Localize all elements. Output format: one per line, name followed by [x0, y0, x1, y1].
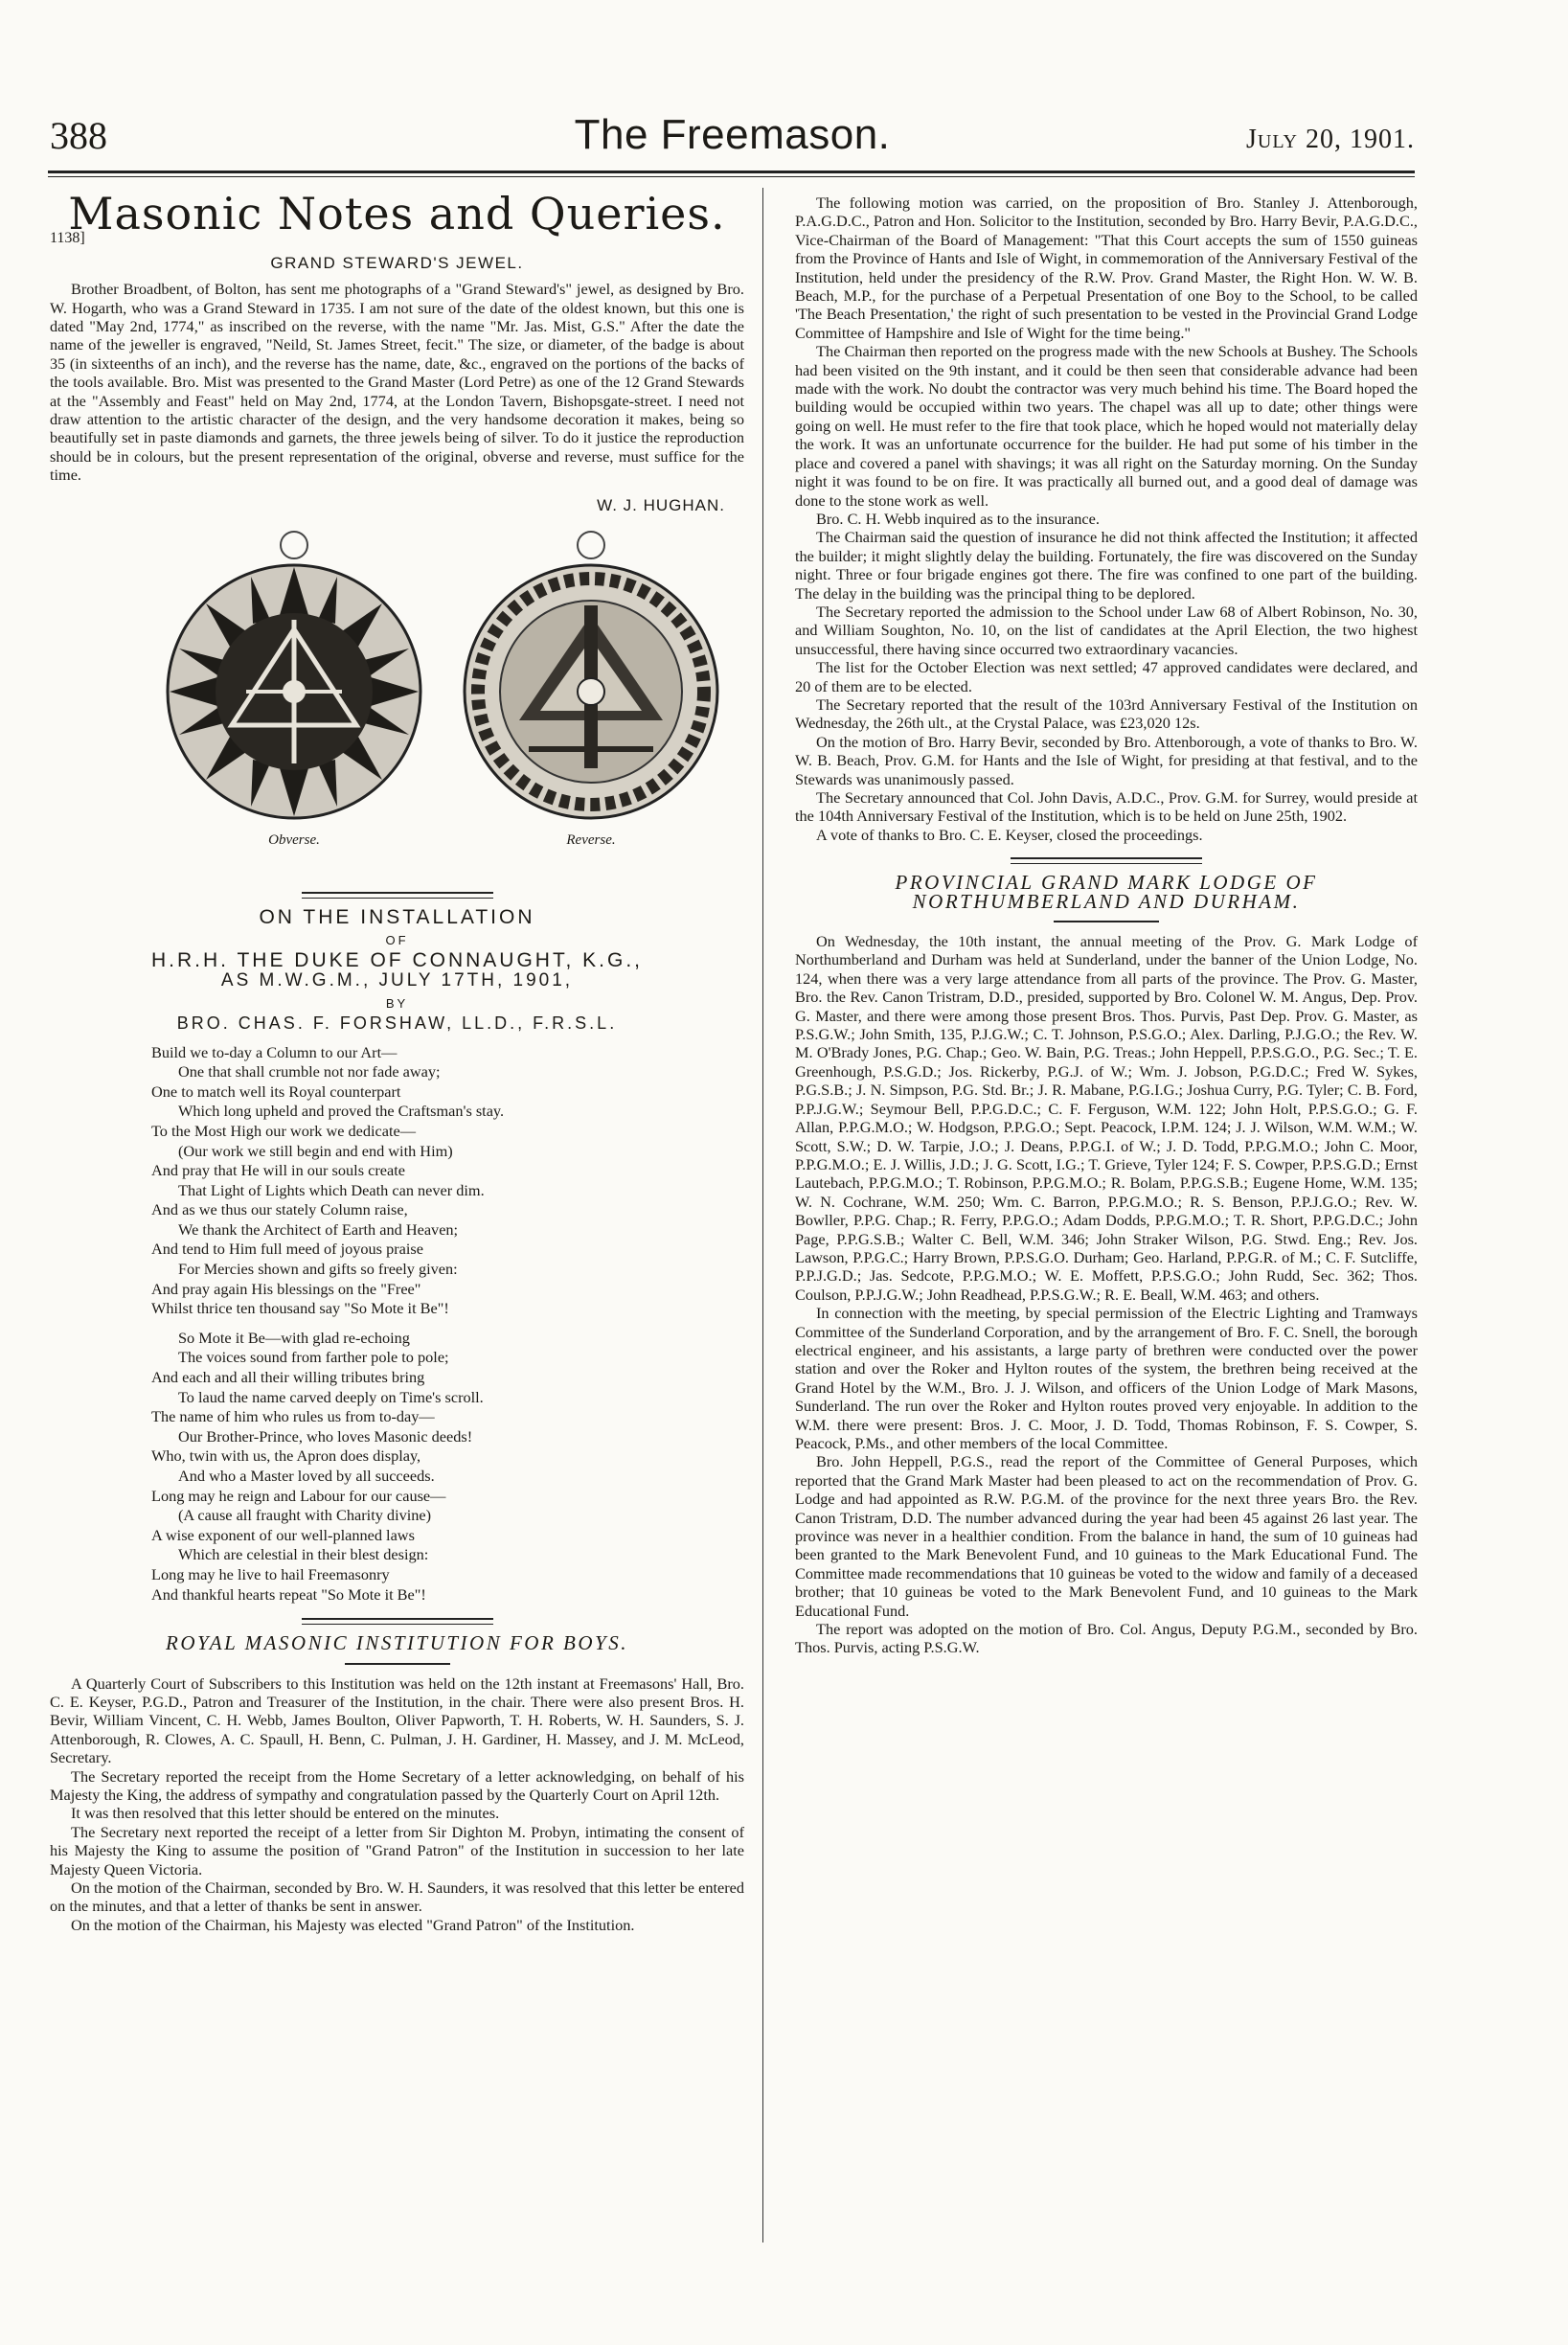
- rmib-paragraph: A Quarterly Court of Subscribers to this Institution was held on the 12th instant at Freemasons' Hall, Bro. C. E. Keyser, P.G.D., Patron and Treasurer of the Institution, in the chair. There were also present Bros. H. Bevir, William Vincent, C. H. Webb, James Boulton, Oliver Papworth, T. H. Roberts, W. H. Saunders, S. J. Attenborough, R. Clowes, A. C. Spaull, H. Benn, C. Pulman, J. H. Gardiner, H. Massey, and J. M. McLeod, Secretary.: [50, 1673, 744, 1767]
- reverse-caption: Reverse.: [566, 831, 616, 848]
- rmib-paragraph: The Secretary next reported the receipt of a letter from Sir Dighton M. Probyn, intimating the consent of his Majesty the King to assume the position of "Grand Patron" of the Institution in succession to her late Majesty Queen Victoria.: [50, 1822, 744, 1878]
- masthead: [50, 113, 1415, 171]
- poem-line: And each and all their willing tributes bring: [151, 1368, 425, 1387]
- installation-of: OF: [385, 932, 409, 947]
- reverse-jewel-image: [462, 524, 720, 831]
- newspaper-title: The Freemason.: [574, 111, 891, 158]
- left-column: [50, 188, 744, 1934]
- poem-line: And pray that He will in our souls create: [151, 1161, 405, 1180]
- installation-heading: ON THE INSTALLATION: [259, 906, 535, 929]
- page-number: 388: [50, 114, 107, 157]
- reverse-medal: [462, 524, 720, 850]
- poem-line: And thankful hearts repeat "So Mote it Be"!: [151, 1584, 426, 1604]
- poem-line: The voices sound from farther pole to pole;: [178, 1348, 449, 1367]
- poem-line: And pray again His blessings on the "Free": [151, 1279, 421, 1298]
- poem-line: We thank the Architect of Earth and Heaven;: [178, 1219, 459, 1239]
- poem-line: Which are celestial in their blest design:: [178, 1545, 429, 1564]
- poem-line: Our Brother-Prince, who loves Masonic deeds!: [178, 1426, 473, 1446]
- mark-paragraph: On Wednesday, the 10th instant, the annual meeting of the Prov. G. Mark Lodge of Northumberland and Durham was held at Sunderland, under the banner of the Union Lodge, No. 124, when there was a very large attendance from all parts of the province. The Prov. G. Master, Bro. the Rev. Canon Tristram, D.D., presided, supported by Bro. Colonel W. M. Angus, Dep. Prov. G. Master, and there were among those present Bros. Thos. Purvis, Past Dep. Prov. G. Master, as P.S.G.W.; John Smith, 135, P.J.G.W.; C. T. Johnson, P.S.G.O.; Alex. Darling, P.J.G.O.; the Rev. W. M. O'Brady Jones, P.G. Chap.; Geo. W. Bain, P.G. Treas.; John Heppell, P.P.S.G.O., P.G. Sec.; T. E. Greenhough, P.S.G.D.; Jos. Rickerby, P.G.J. of W.; Wm. J. Jobson, P.G.D.C.; Fred W. Sykes, P.G.S.B.; J. N. Simpson, P.G. Std. Br.; J. R. Mabane, P.G.I.G.; Joshua Curry, P.G. Tyler; C. B. Ford, P.P.J.G.W.; Seymour Bell, P.P.G.D.C.; C. F. Ferguson, W.M. 122; John Holt, P.P.S.G.O.; G. F. Allan, P.P.G.M.O.; W. Hodgson, P.P.G.O.; Sept. Peacock, I.P.M. 124; J. J. Wilson, W.M. W.M.; W. Scott, S.W.; D. W. Tarpie, J.O.; J. Deans, P.P.G.I. of W.; J. D. Todd, P.P.G.M.O.; John C. Moor, P.P.G.M.O.; E. J. Willis, J.D.; J. G. Scott, I.G.; T. Grieve, Tyler 124; F. S. Cowper, P.P.S.G.D.; Ernst Lautebach, P.P.G.M.O.; T. Robinson, P.P.G.M.O.; R. Bolam, P.P.G.S.B.; Eugene Home, W.M. 135; W. N. Cochrane, W.M. 250; Wm. C. Barron, P.P.G.M.O.; R. S. Benson, P.P.J.G.O.; Rev. W. Bowller, P.P.G. Chap.; R. Ferry, P.P.G.O.; Adam Dodds, P.P.G.M.O.; T. R. Short, P.P.G.D.C.; John Page, P.P.G.S.B.; Walter C. Bell, W.M. 346; John Straker Wilson, P.G. Stwd. Eng.; Rev. Jos. Lawson, P.P.G.C.; Harry Brown, P.P.S.G.O. Durham; Geo. Harland, P.P.G.R. of M.; C. F. Sutcliffe, P.P.J.G.D.; Jas. Sedcote, P.P.G.M.O.; W. E. Moffett, P.P.S.G.O.; John Rudd, Sec. 362; Thos. Coulson, P.P.J.G.W.; John Readhead, P.P.S.G.W.; R. E. Beall, W.M. 463; and others.: [795, 932, 1418, 1304]
- poem-line: And as we thus our stately Column raise,: [151, 1200, 408, 1219]
- poem-line: Long may he live to hail Freemasonry: [151, 1564, 390, 1583]
- poem-author: BRO. CHAS. F. FORSHAW, LL.D., F.R.S.L.: [176, 1013, 618, 1034]
- right-column: [795, 194, 1418, 1657]
- poem-line: A wise exponent of our well-planned laws: [151, 1525, 415, 1544]
- section-heading: Masonic Notes and Queries.: [68, 188, 726, 239]
- obverse-jewel-image: [165, 524, 423, 831]
- rmib-paragraph: The Chairman then reported on the progress made with the new Schools at Bushey. The Schools had been visited on the 9th instant, and it could be then seen that considerable advance had been made with the work. No doubt the contractor was very much behind his time. The Board hoped the building would be occupied within two years. The chapel was all up to date; other things were going on well. He must refer to the fire that took place, which he hoped would not materially delay the work. It was an unfortunate occurrence for the builder. He had put some of his timber in the place and covered a panel with shavings; it was all right on the Saturday morning. On the Sunday night it was found to be on fire. It was practically all burned out, and a good deal of damage was done to the stone work as well.: [795, 342, 1418, 510]
- obverse-medal: [165, 524, 423, 850]
- poem-line: Build we to-day a Column to our Art—: [151, 1042, 398, 1061]
- rmib-paragraph: A vote of thanks to Bro. C. E. Keyser, closed the proceedings.: [816, 825, 1203, 844]
- issue-date: July 20, 1901.: [1246, 125, 1415, 154]
- poem-line: Which long upheld and proved the Craftsman's stay.: [178, 1102, 505, 1121]
- poem-line: One that shall crumble not nor fade away;: [178, 1062, 441, 1081]
- jewel-illustrations: [50, 524, 744, 878]
- rmib-paragraph: The Secretary reported that the result of the 103rd Anniversary Festival of the Institution on Wednesday, the 26th ult., at the Crystal Palace, was £23,020 12s.: [795, 694, 1418, 733]
- section-divider: [302, 1618, 493, 1625]
- poem-line: To laud the name carved deeply on Time's scroll.: [178, 1387, 484, 1406]
- poem-line: One to match well its Royal counterpart: [151, 1081, 401, 1101]
- masthead-rule-thin: [48, 176, 1415, 177]
- rmib-paragraph: It was then resolved that this letter should be entered on the minutes.: [71, 1804, 500, 1823]
- rmib-paragraph: Bro. C. H. Webb inquired as to the insurance.: [816, 509, 1100, 528]
- installation-date: AS M.W.G.M., JULY 17TH, 1901,: [220, 970, 574, 991]
- poem-line: That Light of Lights which Death can never dim.: [178, 1180, 485, 1199]
- installation-by: BY: [385, 995, 409, 1011]
- poem-line: For Mercies shown and gifts so freely given:: [178, 1260, 458, 1279]
- poem-line: And tend to Him full meed of joyous praise: [151, 1240, 423, 1259]
- heading-rule: [345, 1663, 450, 1665]
- rmib-paragraph: The following motion was carried, on the proposition of Bro. Stanley J. Attenborough, P.A.G.D.C., Patron and Hon. Solicitor to the Institution, seconded by Bro. Harry Bevir, P.A.G.D.C., Vice-Chairman of the Board of Management: "That this Court accepts the sum of 1550 guineas from the Province of Hants and Isle of Wight, in commemoration of the Anniversary Festival of the Institution, held under the presidency of the R.W. Prov. Grand Master, the Right Hon. W. W. B. Beach, M.P., for the purchase of a Perpetual Presentation of one Boy to the School, to be called 'The Beach Presentation,' the right of such presentation to be vested in the Provincial Grand Lodge Committee of Hampshire and Isle of Wight for the time being.": [795, 194, 1418, 342]
- obverse-caption: Obverse.: [268, 831, 320, 848]
- poem-line: Who, twin with us, the Apron does display,: [151, 1446, 421, 1466]
- mark-paragraph: Bro. John Heppell, P.G.S., read the report of the Committee of General Purposes, which reported that the Grand Mark Master had been pleased to act on the recommendation of Prov. G. Lodge and had appointed as R.W. P.G.M. of the province for the next three years Bro. the Rev. Canon Tristram, D.D. The number advanced during the year had been 45 against 26 last year. The province was never in a healthier condition. From the balance in hand, the sum of 10 guineas had been granted to the Mark Benevolent Fund, and 10 guineas to the Mark Educational Fund. The Committee made recommendations that 10 guineas be voted to the widow and family of a deceased brother; that 10 guineas be voted to the Mark Benevolent Fund, and 10 guineas to the Mark Educational Fund.: [795, 1452, 1418, 1620]
- installation-duke: H.R.H. THE DUKE OF CONNAUGHT, K.G.,: [151, 948, 643, 971]
- stanza-break: [151, 1319, 744, 1329]
- poem-line: Whilst thrice ten thousand say "So Mote it Be"!: [151, 1299, 449, 1318]
- masthead-rule: [48, 171, 1415, 173]
- rmib-paragraph: The Secretary reported the receipt from the Home Secretary of a letter acknowledging, on behalf of his Majesty the King, the address of sympathy and congratulation passed by the Quarterly Court on April 12th.: [50, 1766, 744, 1804]
- mark-paragraph: The report was adopted on the motion of Bro. Col. Angus, Deputy P.G.M., seconded by Bro. Thos. Purvis, acting P.S.G.W.: [795, 1620, 1418, 1657]
- rmib-paragraph: The Secretary reported the admission to the School under Law 68 of Albert Robinson, No. 30, and William Soughton, No. 10, on the list of candidates at the April Election, the two highest unsuccessful, there having since occurred two extraordinary vacancies.: [795, 602, 1418, 658]
- poem-line: (A cause all fraught with Charity divine): [178, 1506, 432, 1525]
- signature: W. J. HUGHAN.: [597, 495, 725, 514]
- section-divider: [302, 892, 493, 899]
- poem: [151, 1043, 744, 1605]
- rmib-paragraph: The Secretary announced that Col. John Davis, A.D.C., Prov. G.M. for Surrey, would preside at the 104th Anniversary Festival of the Institution, which is to be held on June 25th, 1902.: [795, 788, 1418, 826]
- poem-line: So Mote it Be—with glad re-echoing: [178, 1328, 410, 1347]
- rmib-paragraph: On the motion of the Chairman, his Majesty was elected "Grand Patron" of the Institution.: [71, 1915, 635, 1934]
- mark-paragraph: In connection with the meeting, by special permission of the Electric Lighting and Tramways Committee of the Sunderland Corporation, and by the arrangement of Bro. F. C. Snell, the borough electrical engineer, and his assistants, a large party of brethren were conducted over the power station and over the Roker and Hylton routes of the system, the brethren being received at the Grand Hotel by the W.M., Bro. J. J. Wilson, and officers of the Union Lodge of Mark Masons, Sunderland. The run over the Roker and Hylton routes proved very enjoyable. In addition to the W.M. there were present: Bros. J. C. Moor, J. D. Todd, Thomas Robinson, F. S. Cowper, S. Peacock, P.Ms., and other members of the local Committee.: [795, 1304, 1418, 1452]
- rmib-paragraph: The Chairman said the question of insurance he did not think affected the Institution; it affected the builder; it might slightly delay the building. Fortunately, the fire was discovered on the Sunday night. Three or four brigade engines got there. The fire was confined to one part of the building. The delay in the building was the principal thing to be deplored.: [795, 528, 1418, 603]
- entry-number: 1138]: [50, 230, 85, 247]
- rmib-paragraph: On the motion of the Chairman, seconded by Bro. W. H. Saunders, it was resolved that this letter be entered on the minutes, and that a letter of thanks be sent in answer.: [50, 1878, 744, 1916]
- heading-rule: [1054, 921, 1159, 922]
- rmib-paragraph: The list for the October Election was next settled; 47 approved candidates were declared, and 20 of them are to be elected.: [795, 658, 1418, 695]
- rmib-heading: ROYAL MASONIC INSTITUTION FOR BOYS.: [166, 1631, 628, 1655]
- jewel-heading: GRAND STEWARD'S JEWEL.: [270, 253, 524, 272]
- poem-line: To the Most High our work we dedicate—: [151, 1121, 417, 1140]
- section-divider: [1011, 857, 1202, 864]
- rmib-paragraph: On the motion of Bro. Harry Bevir, seconded by Bro. Attenborough, a vote of thanks to Bro. W. W. B. Beach, Prov. G.M. for Hants and the Isle of Wight, for presiding at that festival, and to the Stewards was unanimously passed.: [795, 732, 1418, 788]
- poem-line: (Our work we still begin and end with Him): [178, 1141, 453, 1160]
- poem-line: The name of him who rules us from to-day—: [151, 1407, 435, 1426]
- column-divider: [762, 188, 763, 2243]
- jewel-paragraph: Brother Broadbent, of Bolton, has sent me photographs of a "Grand Steward's" jewel, as designed by Bro. W. Hogarth, who was a Grand Steward in 1735. I am not sure of the date of the oldest known, but this one is dated "May 2nd, 1774," as inscribed on the reverse, with the name "Mr. Jas. Mist, G.S." After the date the name of the jeweller is engraved, "Neild, St. James Street, fecit." The size, or diameter, of the badge is about 35 (in sixteenths of an inch), and the reverse has the name, date, &c., engraved on the portions of the backs of the tools available. Bro. Mist was presented to the Grand Master (Lord Petre) as one of the 12 Grand Stewards at the "Assembly and Feast" held on May 2nd, 1774, at the London Tavern, Bishopsgate-street. I need not draw attention to the artistic character of the design, and the very handsome decoration it makes, being so beautifully set in paste diamonds and garnets, the three jewels being of silver. To do it justice the reproduction should be in colours, but the present representation of the original, obverse and reverse, must suffice for the time.: [50, 280, 744, 485]
- mark-lodge-heading: PROVINCIAL GRAND MARK LODGE OF NORTHUMBERLAND AND DURHAM.: [895, 871, 1318, 913]
- poem-line: Long may he reign and Labour for our cause—: [151, 1486, 446, 1505]
- poem-line: And who a Master loved by all succeeds.: [178, 1467, 435, 1485]
